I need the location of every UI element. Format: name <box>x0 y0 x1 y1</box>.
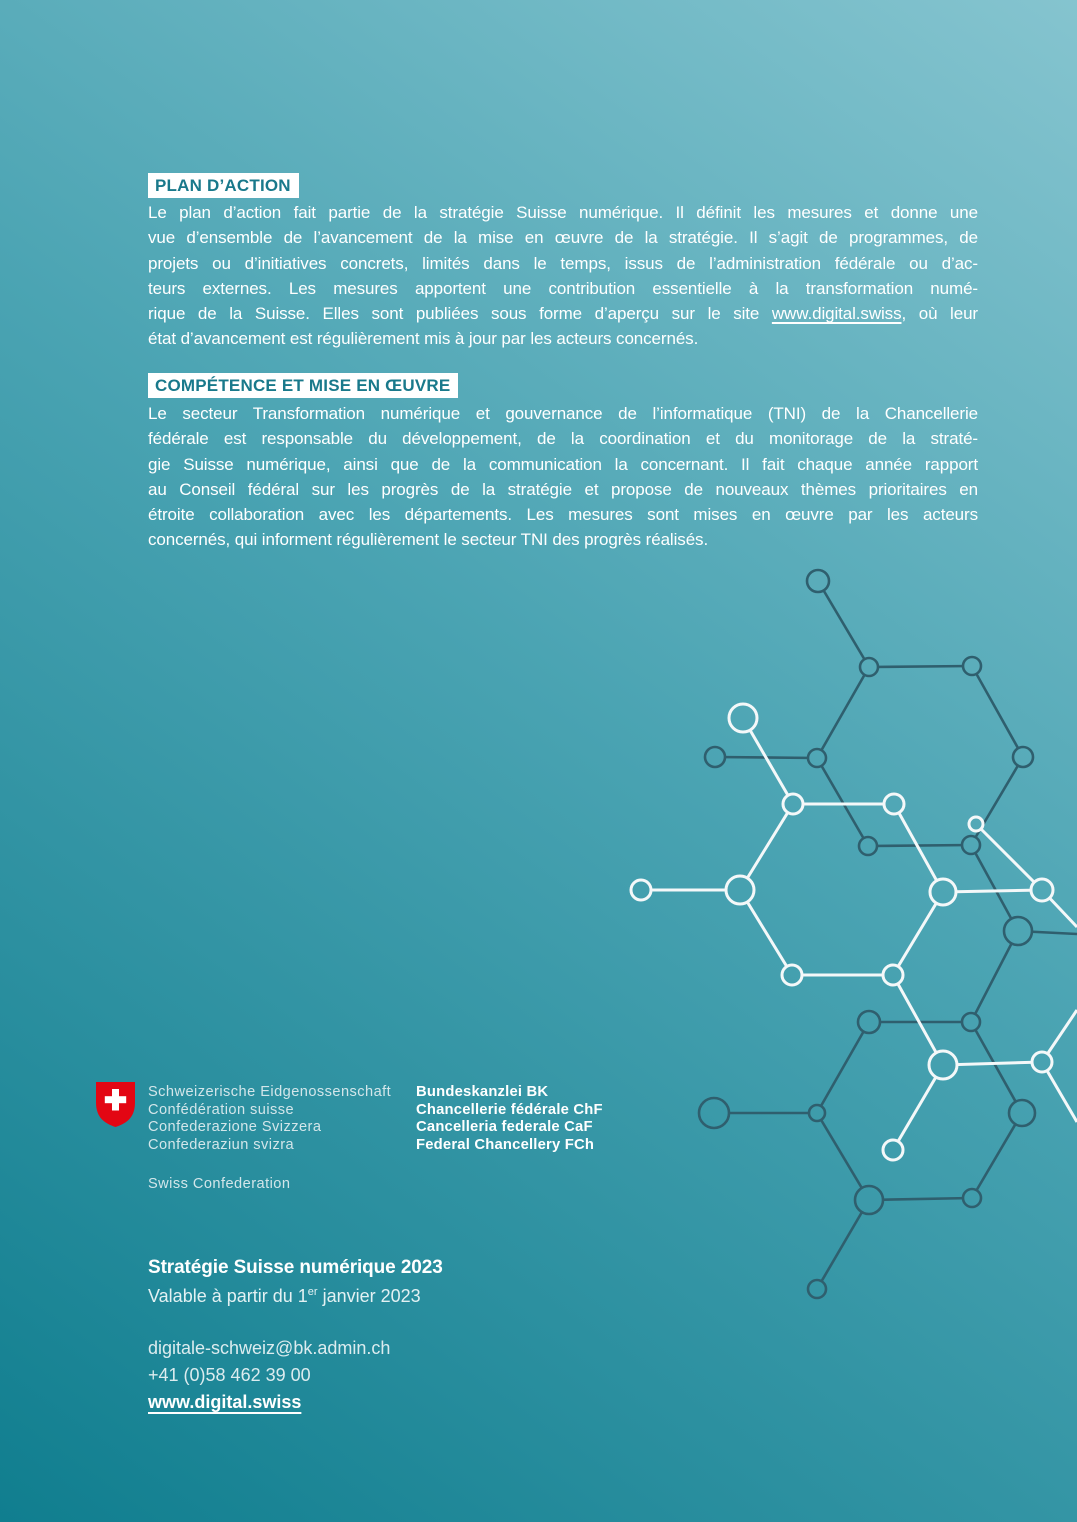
confederation-name-en: Swiss Confederation <box>148 1176 291 1192</box>
section-heading-competence: COMPÉTENCE ET MISE EN ŒUVRE <box>148 373 458 398</box>
paragraph-line: teurs externes. Les mesures apportent une contribution essentielle à la transformation numé- <box>148 278 978 298</box>
confederation-name-rm: Confederaziun svizra <box>148 1136 295 1153</box>
paragraph-plan-daction <box>148 200 978 352</box>
paragraph-line: fédérale est responsable du développement, de la coordination et du monitorage de la straté- <box>148 429 978 449</box>
paragraph-line: vue d’ensemble de l’avancement de la mise en œuvre de la stratégie. Il s’agit de programmes, de <box>148 228 978 248</box>
paragraph-line: Le plan d’action fait partie de la stratégie Suisse numérique. Il définit les mesures et donne une <box>148 203 978 222</box>
contact-phone: +41 (0)58 462 39 00 <box>148 1365 311 1385</box>
paragraph-line: état d’avancement est régulièrement mis à jour par les acteurs concernés. <box>148 329 699 349</box>
chancellery-name-fr: Chancellerie fédérale ChF <box>416 1101 603 1118</box>
confederation-names <box>148 1084 391 1154</box>
paragraph-line: concernés, qui informent régulièrement le secteur TNI des progrès réalisés. <box>148 530 709 550</box>
document-title: Stratégie Suisse numérique 2023 <box>148 1257 443 1278</box>
paragraph-line: au Conseil fédéral sur les progrès de la stratégie et propose de nouveaux thèmes prioritaires en <box>148 479 978 499</box>
paragraph-line: Le secteur Transformation numérique et gouvernance de l’informatique (TNI) de la Chancellerie <box>148 404 978 423</box>
validity-date <box>148 1286 421 1307</box>
validity-text: janvier 2023 <box>317 1286 421 1306</box>
validity-text: Valable à partir du 1 <box>148 1286 308 1306</box>
confederation-name-de: Schweizerische Eidgenossenschaft <box>148 1084 392 1100</box>
chancellery-name-de: Bundeskanzlei BK <box>416 1084 549 1100</box>
paragraph-line: projets ou d’initiatives concrets, limités dans le temps, issus de l’administration fédérale ou d’ac- <box>148 253 978 273</box>
chancellery-names <box>416 1084 603 1154</box>
paragraph-line: étroite collaboration avec les départements. Les mesures sont mises en œuvre par les acteurs <box>148 505 978 525</box>
ordinal-superscript: er <box>307 1286 318 1298</box>
website-link[interactable]: www.digital.swiss <box>148 1392 302 1412</box>
paragraph-line <box>148 301 978 326</box>
paragraph-competence <box>148 401 978 553</box>
chancellery-name-it: Cancelleria federale CaF <box>416 1119 593 1136</box>
digital-swiss-inline-link[interactable]: www.digital.swiss <box>771 304 902 324</box>
contact-email: digitale-schweiz@bk.admin.ch <box>148 1338 391 1358</box>
swiss-coat-of-arms-icon <box>95 1081 136 1128</box>
section-heading-plan-daction: PLAN D’ACTION <box>148 173 299 198</box>
chancellery-name-en: Federal Chancellery FCh <box>416 1136 595 1153</box>
paragraph-line: gie Suisse numérique, ainsi que de la communication la concernant. Il fait chaque année rapport <box>148 454 978 474</box>
confederation-name-it: Confederazione Svizzera <box>148 1119 322 1136</box>
paragraph-text: rique de la Suisse. Elles sont publiées sous forme d’aperçu sur le site <box>148 304 772 324</box>
paragraph-text: , où leur <box>901 304 978 324</box>
confederation-name-fr: Confédération suisse <box>148 1101 295 1118</box>
